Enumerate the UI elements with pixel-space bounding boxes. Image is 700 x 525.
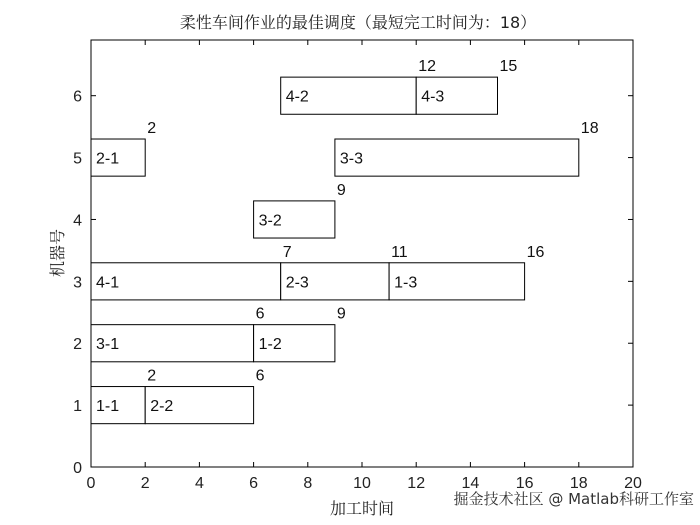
x-tick-label: 16 [515,475,534,492]
x-tick-label: 8 [303,475,313,492]
task-label: 1-2 [258,336,282,354]
y-tick-label: 0 [73,460,82,477]
task-label: 1-1 [96,398,120,416]
y-tick-label: 6 [73,88,82,106]
watermark: 掘金技术社区 @ Matlab科研工作室 [453,490,694,508]
task-end-label: 15 [499,58,518,76]
task-label: 2-2 [150,398,174,416]
x-tick-label: 4 [194,475,204,492]
chart-title: 柔性车间作业的最佳调度（最短完工时间为：18） [179,13,537,32]
x-tick-label: 0 [86,475,96,492]
x-tick-label: 14 [461,475,480,492]
task-label: 4-1 [96,274,120,292]
task-end-label: 12 [418,58,436,76]
task-label: 2-1 [96,150,120,168]
task-end-label: 9 [336,305,346,323]
x-tick-label: 6 [249,475,259,492]
x-tick-label: 18 [569,475,588,492]
task-label: 1-3 [394,274,418,292]
task-label: 3-3 [339,150,364,168]
task-end-label: 18 [580,120,599,138]
y-tick-label: 4 [73,212,82,230]
y-tick-label: 1 [73,398,82,416]
y-tick-label: 2 [73,336,82,354]
task-end-label: 9 [336,181,346,199]
task-label: 3-1 [96,336,120,354]
y-tick-label: 3 [73,274,82,292]
task-end-label: 6 [255,305,265,323]
task-end-label: 16 [526,243,545,261]
y-axis-label: 机器号 [48,228,67,278]
x-tick-label: 20 [624,475,642,492]
task-label: 2-3 [285,274,309,292]
y-tick-label: 5 [73,150,82,168]
task-bar [91,263,281,300]
x-axis-label: 加工时间 [329,499,395,518]
task-end-label: 2 [147,367,157,385]
task-bar [335,139,579,176]
task-label: 4-2 [285,88,309,106]
task-label: 4-3 [421,88,445,106]
task-end-label: 6 [255,367,265,385]
x-tick-label: 2 [140,475,150,492]
task-end-label: 7 [282,243,292,261]
task-end-label: 11 [391,243,408,261]
x-tick-label: 12 [407,475,426,492]
task-end-label: 2 [147,120,157,138]
task-bars [91,58,599,424]
x-tick-label: 10 [353,475,371,492]
task-label: 3-2 [258,212,282,230]
